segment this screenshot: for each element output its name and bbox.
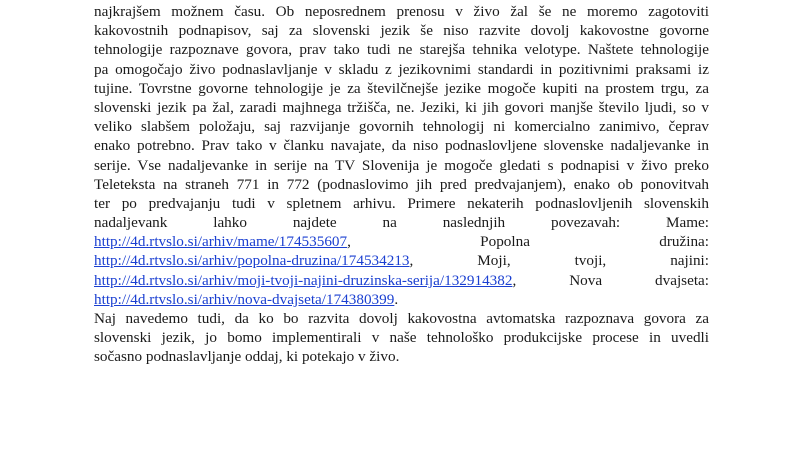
link-mame[interactable]: http://4d.rtvslo.si/arhiv/mame/174535607 [94, 233, 348, 251]
word: družina: [659, 233, 709, 251]
paragraph-1 [94, 2, 709, 309]
word: najini: [670, 252, 709, 270]
text-line-links-intro [94, 213, 709, 232]
text-line-link-moji-tvoji-najini [94, 271, 709, 290]
text-line: sočasno podnaslavljanje oddaj, ki potekajo v živo. [94, 348, 400, 366]
word: dvajseta: [655, 271, 709, 289]
word: najdete [292, 214, 337, 232]
text-line-link-mame [94, 232, 709, 251]
text-line: Teleteksta na straneh 771 in 772 (podnaslovimo jih pred predvajanjem), enako ob ponovitvah [94, 175, 709, 193]
paragraph-2 [94, 309, 709, 367]
word: Nova [569, 271, 603, 289]
separator: , [347, 233, 351, 251]
text-line: kakovostnih podnapisov, saj za slovenski jezik še niso razvite dovolj kakovostne govorne [94, 22, 709, 40]
word: nadaljevank [94, 214, 168, 232]
word: tvoji, [574, 252, 607, 270]
word: na [382, 214, 397, 232]
link-moji-tvoji-najini[interactable]: http://4d.rtvslo.si/arhiv/moji-tvoji-najini-druzinska-serija/132914382 [94, 271, 513, 289]
word: lahko [213, 214, 247, 232]
word: povezavah: [550, 214, 621, 232]
link-popolna-druzina[interactable]: http://4d.rtvslo.si/arhiv/popolna-druzina/174534213 [94, 252, 410, 270]
text-line: slovenski jezik, jo bomo implementirali v naše tehnološko produkcijske procese in uvedli [94, 329, 709, 347]
text-line: ter po predvajanju tudi v spletnem arhivu. Primere nekaterih podnaslovljenih slovenskih [94, 194, 709, 212]
separator: , [409, 252, 414, 270]
link-nova-dvajseta[interactable]: http://4d.rtvslo.si/arhiv/nova-dvajseta/174380399 [94, 290, 395, 308]
letter-body [94, 2, 709, 367]
text-line: serije. Vse nadaljevanke in serije na TV Slovenija je mogoče gledati s podnapisi v živo preko [94, 156, 709, 174]
text-line: tehnologije razpoznave govora, prav tako tudi ne starejša tehnika velotype. Naštete tehnologije [94, 41, 709, 59]
text-line-link-nova-dvajseta [94, 290, 709, 309]
text-line: najkrajšem možnem času. Ob neposrednem prenosu v živo žal še ne moremo zagotoviti [94, 3, 709, 20]
text-line: enako potrebno. Prav tako v članku navajate, da niso podnaslovljene slovenske nadaljevanke in [94, 137, 709, 155]
text-line: Naj navedemo tudi, da ko bo razvita dovolj kakovostna avtomatska razpoznava govora za [94, 310, 709, 327]
text-line: tujine. Tovrstne govorne tehnologije je za številčnejše jezike mogoče kupiti na prostem trgu, za [94, 79, 709, 97]
text-line: veliko slabšem položaju, saj razvijanje govornih tehnologij ni komercialno zanimivo, čeprav [94, 118, 709, 136]
separator: , [512, 271, 517, 289]
text-line: slovenski jezik pa žal, zaradi majhnega tržišča, ne. Jeziki, ki jih govori manjše število ljudi, so v [94, 98, 709, 116]
word: Mame: [665, 214, 709, 232]
separator: . [394, 290, 399, 308]
word: Moji, [477, 252, 511, 270]
text-line: pa omogočajo živo podnaslavljanje v skladu z jezikovnimi standardi in pozitivnimi praksami iz [94, 60, 709, 78]
text-line-link-popolna-druzina [94, 251, 709, 270]
word: Popolna [480, 233, 530, 251]
word: naslednjih [442, 214, 506, 232]
